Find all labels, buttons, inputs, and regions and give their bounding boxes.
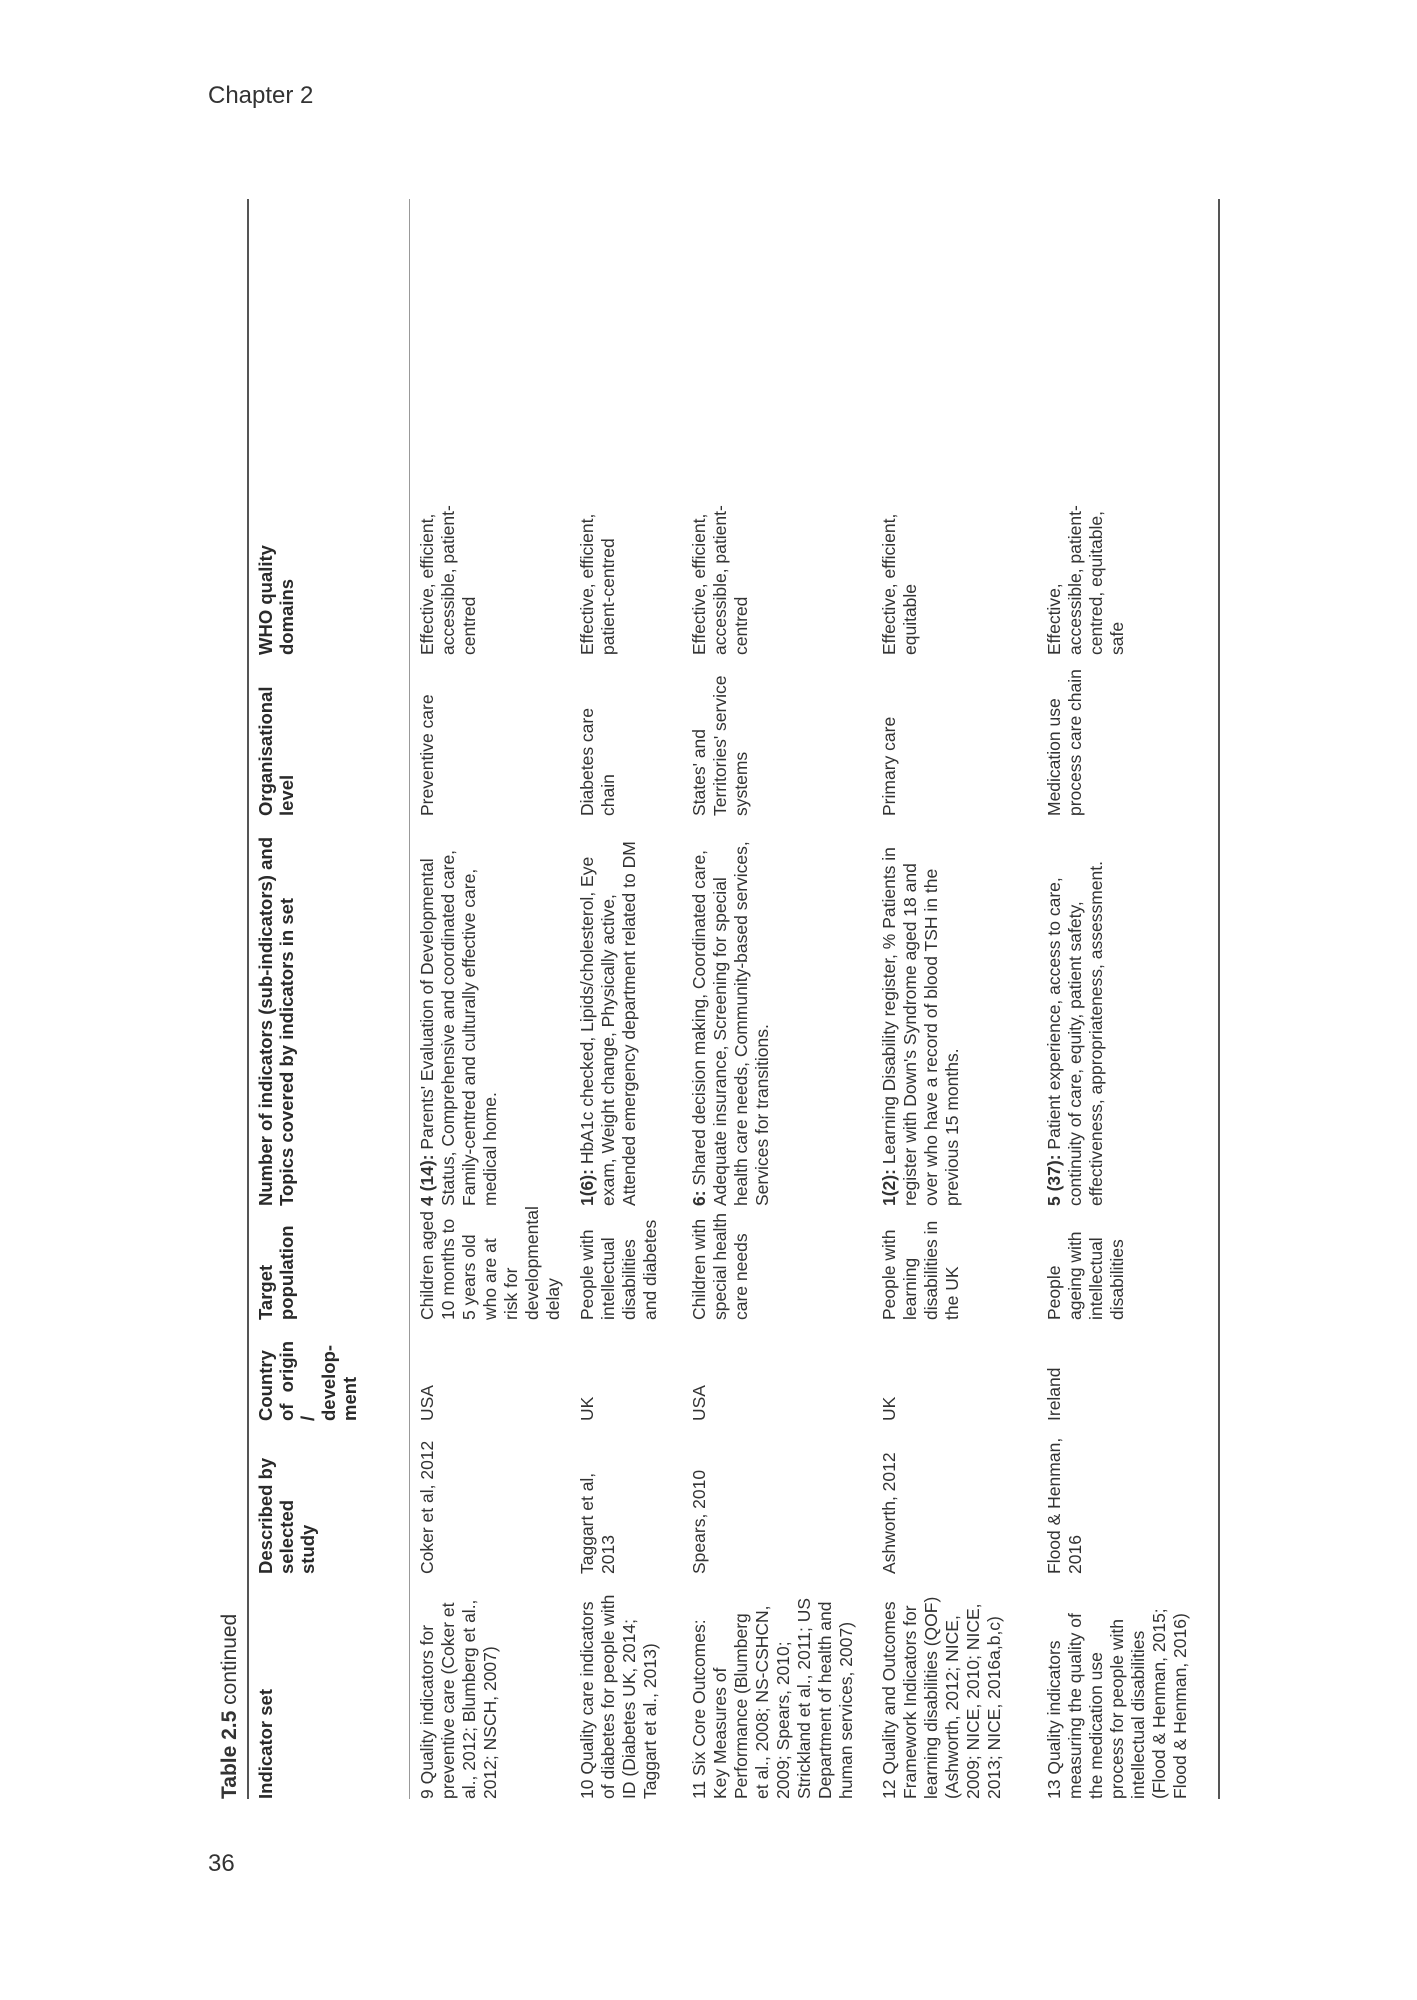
cell-number-topics — [879, 826, 963, 1206]
page-number: 36 — [208, 1850, 235, 1877]
cell-number-text: Shared decision making, Coordinated care, Adequate insurance, Screening for special health care needs, Community-based services, Services for transitions. — [689, 841, 772, 1206]
cell-country: UK — [577, 1396, 597, 1421]
cell-who-domains: Effective, efficient, accessible, patient-centred — [689, 505, 751, 655]
table-caption — [217, 1614, 243, 1799]
header-org-level: Organisational level — [255, 686, 297, 816]
cell-country: Ireland — [1044, 1367, 1064, 1421]
cell-org-level: Diabetes care chain — [577, 708, 618, 816]
cell-target: Children aged 10 months to 5 years old who are at risk for developmental delay — [417, 1206, 563, 1320]
cell-org-level: States' and Territories' service systems — [689, 675, 751, 816]
table-row — [871, 199, 1036, 1799]
cell-number-topics — [417, 826, 501, 1206]
cell-number-count: 4 (14): — [417, 1154, 437, 1206]
cell-number-text: HbA1c checked, Lipids/cholesterol, Eye exam, Weight change, Physically active, Attended emergency department related to DM — [577, 841, 639, 1206]
cell-number-count: 6: — [689, 1190, 709, 1206]
cell-number-count: 1(2): — [879, 1169, 899, 1206]
cell-number-text: Parents' Evaluation of Developmental Status, Comprehensive and coordinated care, Family-centred and culturally effective care, medical home. — [417, 849, 500, 1206]
table-row — [569, 199, 681, 1799]
data-table — [247, 199, 1220, 1799]
cell-target: Children with special health care needs — [689, 1212, 751, 1320]
cell-org-level: Primary care — [879, 716, 899, 816]
cell-number-count: 1(6): — [577, 1169, 597, 1206]
cell-who-domains: Effective, efficient, patient-centred — [577, 513, 618, 655]
table-row — [409, 199, 569, 1799]
cell-country: USA — [417, 1385, 437, 1421]
cell-target: People with intellectual disabilities and diabetes — [577, 1219, 660, 1320]
cell-indicator-set: 13 Quality indicators measuring the quality of the medication use process for people with intellectual disabilities (Flood & Henman, 2015; Flood & Henman, 2016) — [1044, 1608, 1190, 1799]
cell-number-topics — [577, 826, 640, 1206]
rotated-table-frame — [217, 199, 1220, 1799]
cell-who-domains: Effective, efficient, accessible, patient-centred — [417, 505, 479, 655]
cell-described-by: Spears, 2010 — [689, 1469, 709, 1574]
table-caption-label: Table 2.5 — [218, 1710, 241, 1799]
cell-org-level: Preventive care — [417, 694, 437, 816]
header-who-domains: WHO quality domains — [255, 545, 297, 655]
cell-number-text: Patient experience, access to care, continuity of care, equity, patient safety, effectiveness, appropriateness, assessment. — [1044, 860, 1106, 1206]
cell-target: People ageing with intellectual disabilities — [1044, 1231, 1127, 1320]
cell-country: UK — [879, 1396, 899, 1421]
cell-who-domains: Effective, accessible, patient-centred, equitable, safe — [1044, 505, 1127, 655]
cell-number-text: Learning Disability register, % Patients in register with Down's Syndrome aged 18 and over who have a record of blood TSH in the previous 15 months. — [879, 847, 962, 1206]
table-row — [1036, 199, 1220, 1799]
table-caption-continued: continued — [218, 1613, 241, 1711]
header-described-by: Described by selected study — [255, 1457, 318, 1574]
header-country: Country of origin / develop-ment — [255, 1341, 360, 1421]
cell-target: People with learning disabilities in the UK — [879, 1220, 962, 1320]
cell-who-domains: Effective, efficient, equitable — [879, 513, 920, 655]
cell-country: USA — [689, 1385, 709, 1421]
header-indicator-set: Indicator set — [255, 1689, 276, 1799]
cell-indicator-set: 9 Quality indicators for preventive care (Coker et al., 2012; Blumberg et al., 2012; NSCH, 2007) — [417, 1599, 500, 1799]
cell-number-topics — [689, 826, 773, 1206]
header-number-topics: Number of indicators (sub-indicators) and Topics covered by indicators in set — [255, 837, 297, 1206]
cell-org-level: Medication use process care chain — [1044, 669, 1085, 816]
cell-indicator-set: 10 Quality care indicators of diabetes for people with ID (Diabetes UK, 2014; Taggart et al., 2013) — [577, 1594, 660, 1799]
table-header-row — [249, 199, 410, 1799]
cell-number-count: 5 (37): — [1044, 1154, 1064, 1206]
header-target: Target population — [255, 1225, 297, 1320]
table-row — [681, 199, 871, 1799]
chapter-header: Chapter 2 — [208, 82, 314, 109]
cell-described-by: Taggart et al, 2013 — [577, 1472, 618, 1574]
cell-indicator-set: 12 Quality and Outcomes Framework Indicators for learning disabilities (QOF) (Ashworth, 2012; NICE, 2009; NICE, 2010; NICE, 2013; NICE, 2016a,b,c) — [879, 1596, 1004, 1799]
cell-number-topics — [1044, 826, 1107, 1206]
cell-described-by: Ashworth, 2012 — [879, 1452, 899, 1574]
cell-described-by: Flood & Henman, 2016 — [1044, 1437, 1085, 1574]
cell-described-by: Coker et al, 2012 — [417, 1440, 437, 1574]
cell-indicator-set: 11 Six Core Outcomes: Key Measures of Performance (Blumberg et al., 2008; NS-CSHCN, 2009; Spears, 2010; Strickland et al., 2011; US Department of health and human services, 2007) — [689, 1597, 856, 1799]
